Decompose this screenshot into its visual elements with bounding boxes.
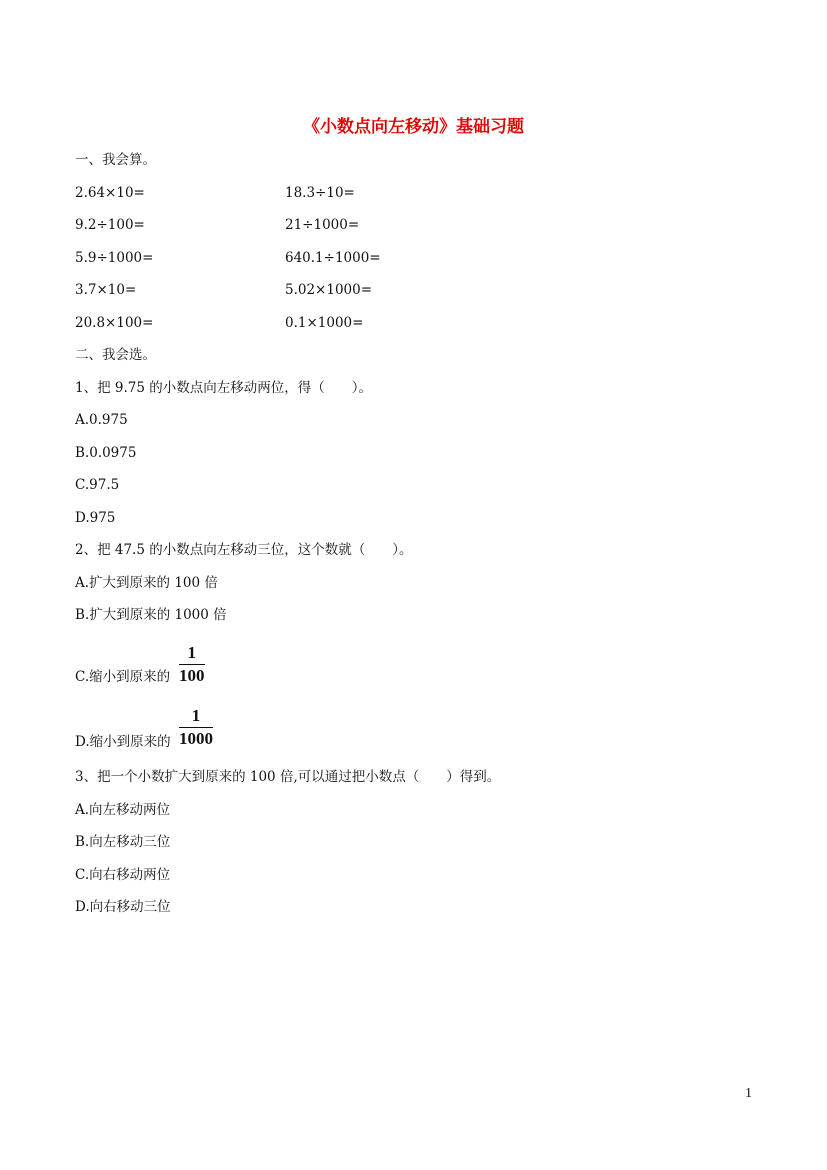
question-3-stem: 3、把一个小数扩大到原来的 100 倍,可以通过把小数点（ ）得到。 (75, 769, 501, 785)
question-3-option-b: B.向左移动三位 (75, 834, 171, 850)
question-1-option-b: B.0.0975 (75, 445, 137, 461)
calc-item-8: 5.02×1000= (285, 282, 373, 298)
page-number: 1 (745, 1086, 752, 1101)
calc-item-5: 5.9÷1000= (75, 250, 154, 266)
fraction-one-hundredth (179, 644, 205, 685)
question-1-option-d: D.975 (75, 510, 116, 526)
fraction-numerator: 1 (191, 706, 201, 725)
fraction-denominator: 100 (179, 666, 205, 685)
fraction-numerator: 1 (187, 643, 196, 662)
question-2-stem: 2、把 47.5 的小数点向左移动三位，这个数就（ ）。 (75, 542, 413, 558)
question-2-option-b: B.扩大到原来的 1000 倍 (75, 607, 227, 623)
calc-item-1: 2.64×10= (75, 185, 145, 201)
calc-item-2: 18.3÷10= (285, 185, 355, 201)
document-title: 《小数点向左移动》基础习题 (303, 117, 524, 137)
calc-item-7: 3.7×10= (75, 282, 137, 298)
question-3-option-d: D.向右移动三位 (75, 899, 171, 915)
question-1-option-a: A.0.975 (75, 412, 128, 428)
question-1-option-c: C.97.5 (75, 477, 120, 493)
question-2-option-a: A.扩大到原来的 100 倍 (75, 575, 218, 591)
calc-item-10: 0.1×1000= (285, 315, 364, 331)
calc-item-9: 20.8×100= (75, 315, 154, 331)
section-1-heading: 一、我会算。 (75, 152, 156, 168)
section-2-heading: 二、我会选。 (75, 347, 156, 363)
fraction-one-thousandth (179, 707, 213, 748)
question-2-option-d: D.缩小到原来的 (75, 734, 171, 750)
fraction-denominator: 1000 (179, 729, 213, 748)
calc-item-3: 9.2÷100= (75, 217, 145, 233)
question-1-stem: 1、把 9.75 的小数点向左移动两位，得（ ）。 (75, 380, 372, 396)
question-2-option-c: C.缩小到原来的 (75, 669, 171, 685)
question-3-option-c: C.向右移动两位 (75, 867, 171, 883)
calc-item-4: 21÷1000= (285, 217, 360, 233)
question-3-option-a: A.向左移动两位 (75, 802, 171, 818)
calc-item-6: 640.1÷1000= (285, 250, 381, 266)
